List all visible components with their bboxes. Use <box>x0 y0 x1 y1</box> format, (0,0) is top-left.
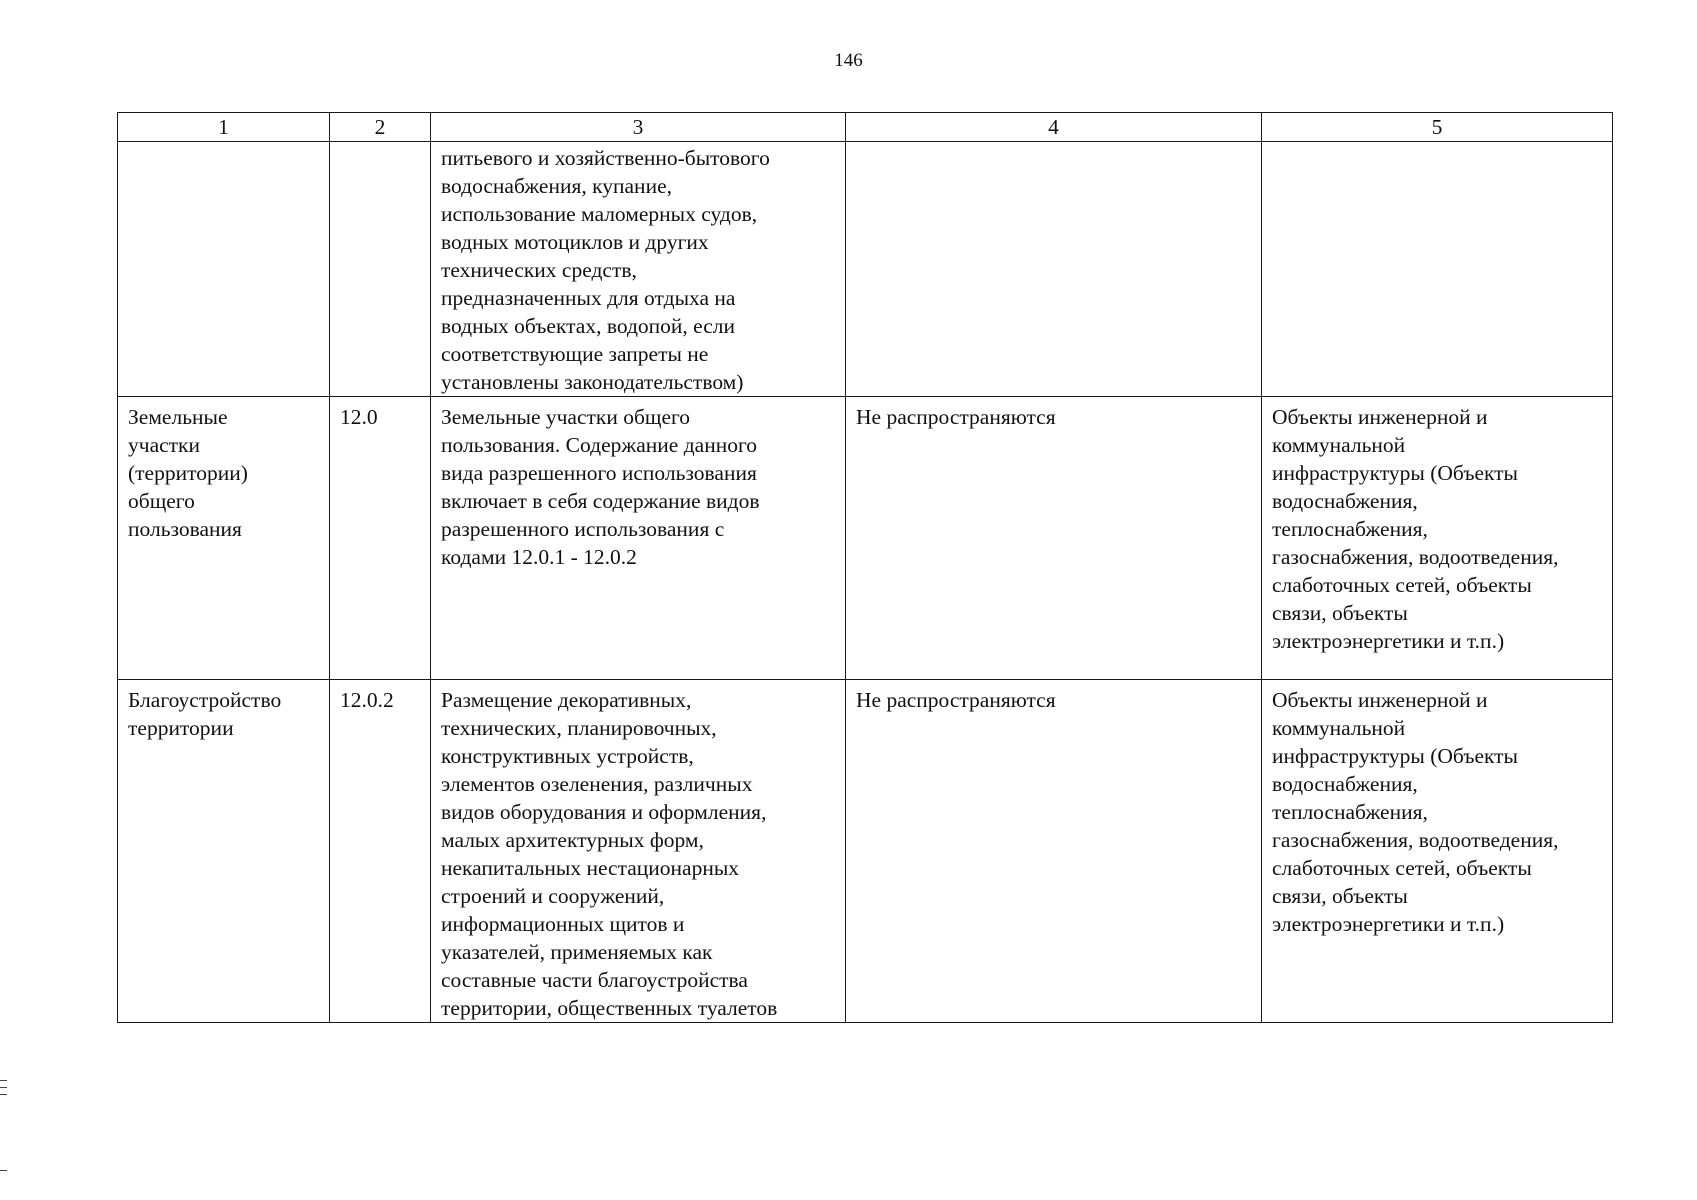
table-row-public-land <box>118 397 1613 680</box>
cell-use-code: 12.0.2 <box>330 680 431 1023</box>
column-header-3: 3 <box>431 113 846 142</box>
margin-tick <box>0 1094 7 1095</box>
cell-use-restrictions: Не распространяются <box>846 397 1262 680</box>
column-header-5: 5 <box>1262 113 1613 142</box>
cell-use-restrictions <box>846 142 1262 397</box>
margin-tick <box>0 1080 7 1081</box>
cell-use-name: Земельные участки (территории) общего пользования <box>118 397 330 680</box>
column-header-1: 1 <box>118 113 330 142</box>
column-header-4: 4 <box>846 113 1262 142</box>
cell-use-description: Размещение декоративных, технических, планировочных, конструктивных устройств, элементов озеленения, различных видов оборудования и оформления, малых архитектурных форм, некапитальных нестационарных строений и сооружений, информационных щитов и указателей, применяемых как составные части благоустройства территории, общественных туалетов <box>431 680 846 1023</box>
margin-tick <box>0 1087 7 1088</box>
cell-use-restrictions: Не распространяются <box>846 680 1262 1023</box>
margin-tick <box>0 1170 7 1171</box>
table-row-continued <box>118 142 1613 397</box>
page-number: 146 <box>834 50 863 71</box>
table-row-landscaping <box>118 680 1613 1023</box>
cell-use-code: 12.0 <box>330 397 431 680</box>
cell-use-description: питьевого и хозяйственно-бытового водоснабжения, купание, использование маломерных судов, водных мотоциклов и других технических средств, предназначенных для отдыха на водных объектах, водопой, если соответствующие запреты не установлены законодательством) <box>431 142 846 397</box>
cell-permitted-objects <box>1262 142 1613 397</box>
cell-use-description: Земельные участки общего пользования. Содержание данного вида разрешенного использования включает в себя содержание видов разрешенного использования с кодами 12.0.1 - 12.0.2 <box>431 397 846 680</box>
cell-use-name: Благоустройство территории <box>118 680 330 1023</box>
land-use-table <box>117 112 1613 1023</box>
cell-use-code <box>330 142 431 397</box>
column-header-2: 2 <box>330 113 431 142</box>
table-header-row <box>118 113 1613 142</box>
cell-use-name <box>118 142 330 397</box>
cell-permitted-objects: Объекты инженерной и коммунальной инфраструктуры (Объекты водоснабжения, теплоснабжения, газоснабжения, водоотведения, слаботочных сетей, объекты связи, объекты электроэнергетики и т.п.) <box>1262 397 1613 680</box>
cell-permitted-objects: Объекты инженерной и коммунальной инфраструктуры (Объекты водоснабжения, теплоснабжения, газоснабжения, водоотведения, слаботочных сетей, объекты связи, объекты электроэнергетики и т.п.) <box>1262 680 1613 1023</box>
